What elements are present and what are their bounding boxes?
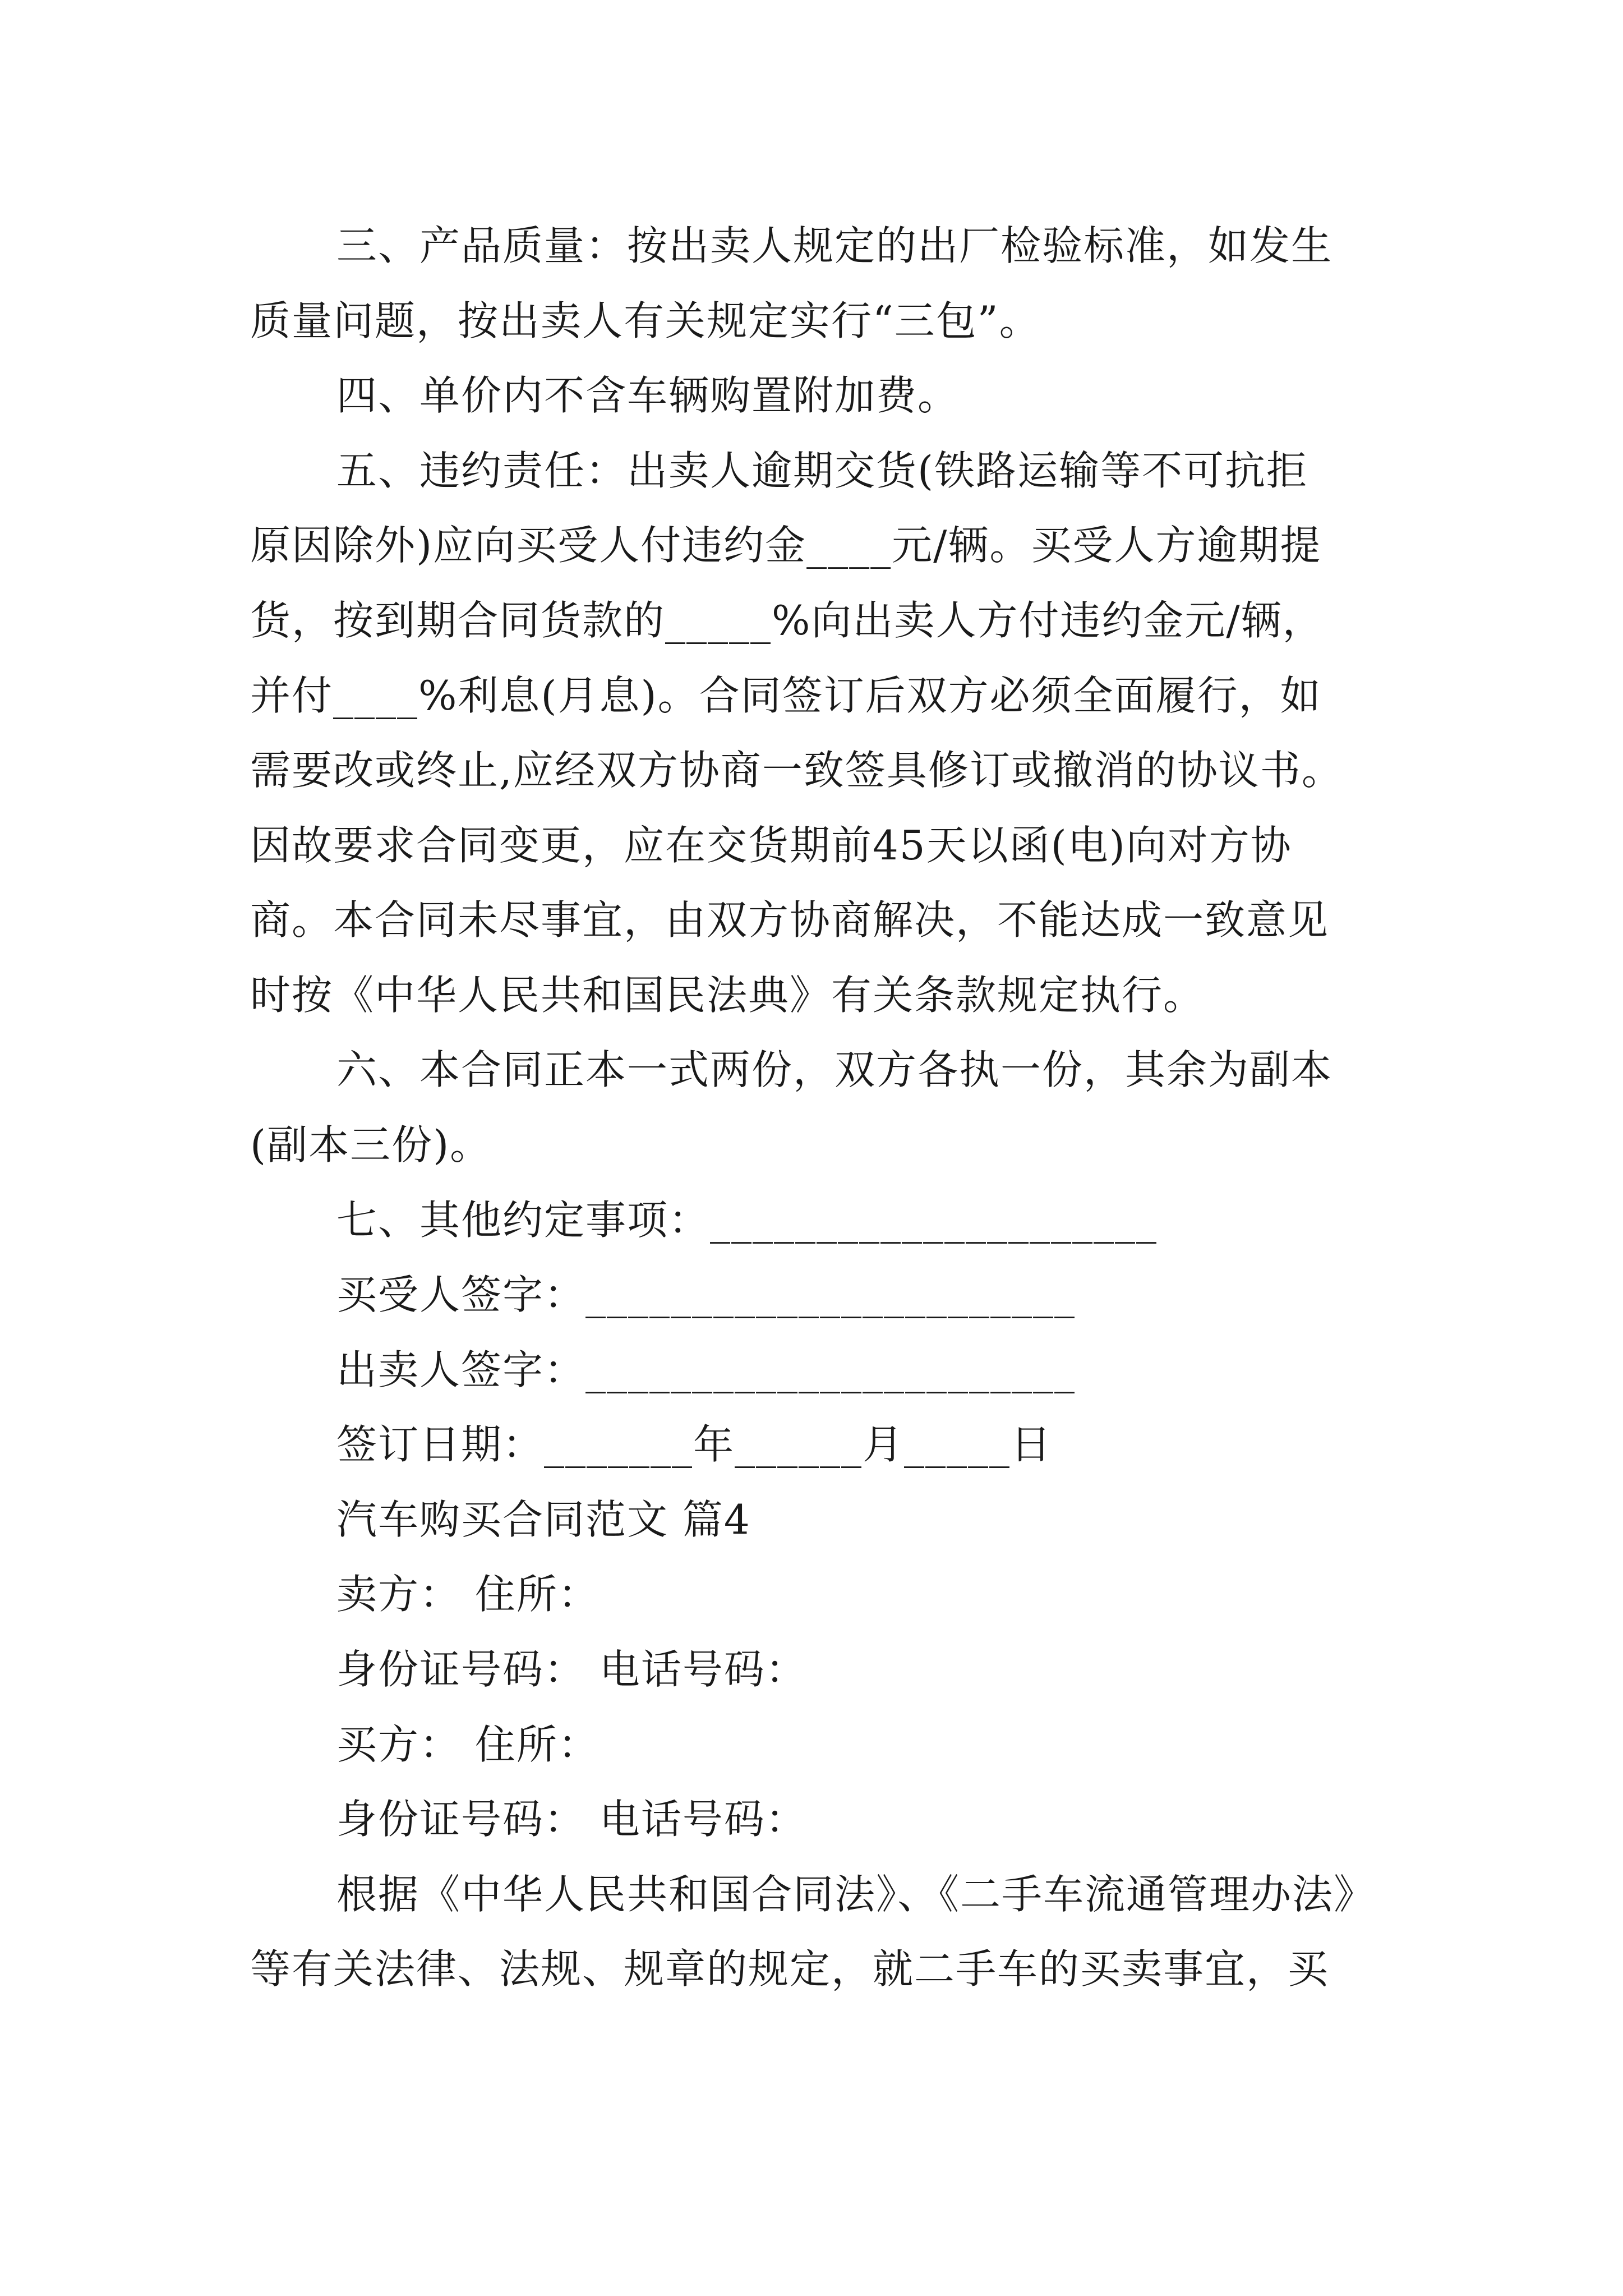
text-line: 货，按到期合同货款的_____%向出卖人方付违约金元/辆， xyxy=(250,597,1324,644)
seller-id-phone-line: 身份证号码： 电话号码： xyxy=(336,1646,807,1693)
text-line: 质量问题，按出卖人有关规定实行“三包”。 xyxy=(250,297,1041,344)
text-line: 商。本合同未尽事宜，由双方协商解决，不能达成一致意见 xyxy=(250,896,1330,944)
text-line: 因故要求合同变更，应在交货期前45天以函(电)向对方协 xyxy=(250,822,1292,869)
text-line: 并付____%利息(月息)。合同签订后双方必须全面履行，如 xyxy=(250,672,1322,719)
paragraph-legal-basis: 根据《中华人民共和国合同法》、《二手车流通管理办法》 xyxy=(336,1871,1376,1918)
text-line: 等有关法律、法规、规章的规定，就二手车的买卖事宜，买 xyxy=(250,1945,1330,1993)
seller-address-line: 卖方： 住所： xyxy=(336,1571,600,1618)
section-heading: 汽车购买合同范文 篇4 xyxy=(336,1496,751,1543)
paragraph-unit-price: 四、单价内不含车辆购置附加费。 xyxy=(336,372,960,419)
paragraph-copies: 六、本合同正本一式两份，双方各执一份，其余为副本 xyxy=(336,1046,1333,1093)
paragraph-liability: 五、违约责任：出卖人逾期交货(铁路运输等不可抗拒 xyxy=(336,447,1308,494)
buyer-signature-line: 买受人签字：_______________________ xyxy=(336,1271,1076,1318)
seller-signature-line: 出卖人签字：_______________________ xyxy=(336,1346,1076,1393)
text-line: 原因除外)应向买受人付违约金____元/辆。买受人方逾期提 xyxy=(250,522,1322,569)
other-terms-line: 七、其他约定事项：_____________________ xyxy=(336,1197,1158,1244)
buyer-address-line: 买方： 住所： xyxy=(336,1721,600,1768)
text-line: 需要改或终止,应经双方协商一致签具修订或撤消的协议书。 xyxy=(250,747,1343,794)
text-line: (副本三份)。 xyxy=(250,1121,492,1168)
signing-date-line: 签订日期：_______年______月_____日 xyxy=(336,1421,1053,1468)
paragraph-product-quality: 三、产品质量：按出卖人规定的出厂检验标准，如发生 xyxy=(336,222,1333,269)
text-line: 时按《中华人民共和国民法典》有关条款规定执行。 xyxy=(250,972,1205,1019)
buyer-id-phone-line: 身份证号码： 电话号码： xyxy=(336,1796,807,1843)
